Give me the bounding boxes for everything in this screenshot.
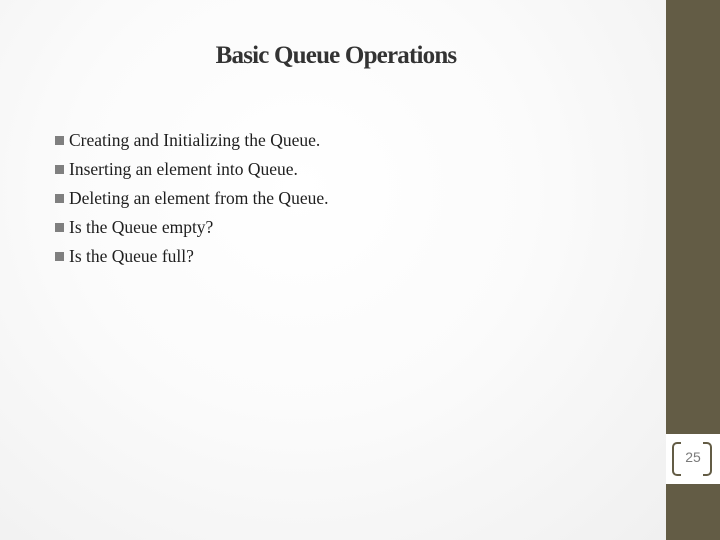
bullet-text: Creating and Initializing the Queue. [69, 130, 321, 150]
square-bullet-icon [55, 194, 64, 203]
slide-title: Basic Queue Operations [215, 42, 457, 69]
page-number: 25 [685, 449, 701, 465]
bullet-text: Is the Queue empty? [69, 217, 214, 237]
square-bullet-icon [55, 223, 64, 232]
bullet-text: Inserting an element into Queue. [69, 159, 298, 179]
bullet-text: Deleting an element from the Queue. [69, 188, 329, 208]
square-bullet-icon [55, 136, 64, 145]
square-bullet-icon [55, 252, 64, 261]
square-bullet-icon [55, 165, 64, 174]
bullet-text: Is the Queue full? [69, 246, 194, 266]
